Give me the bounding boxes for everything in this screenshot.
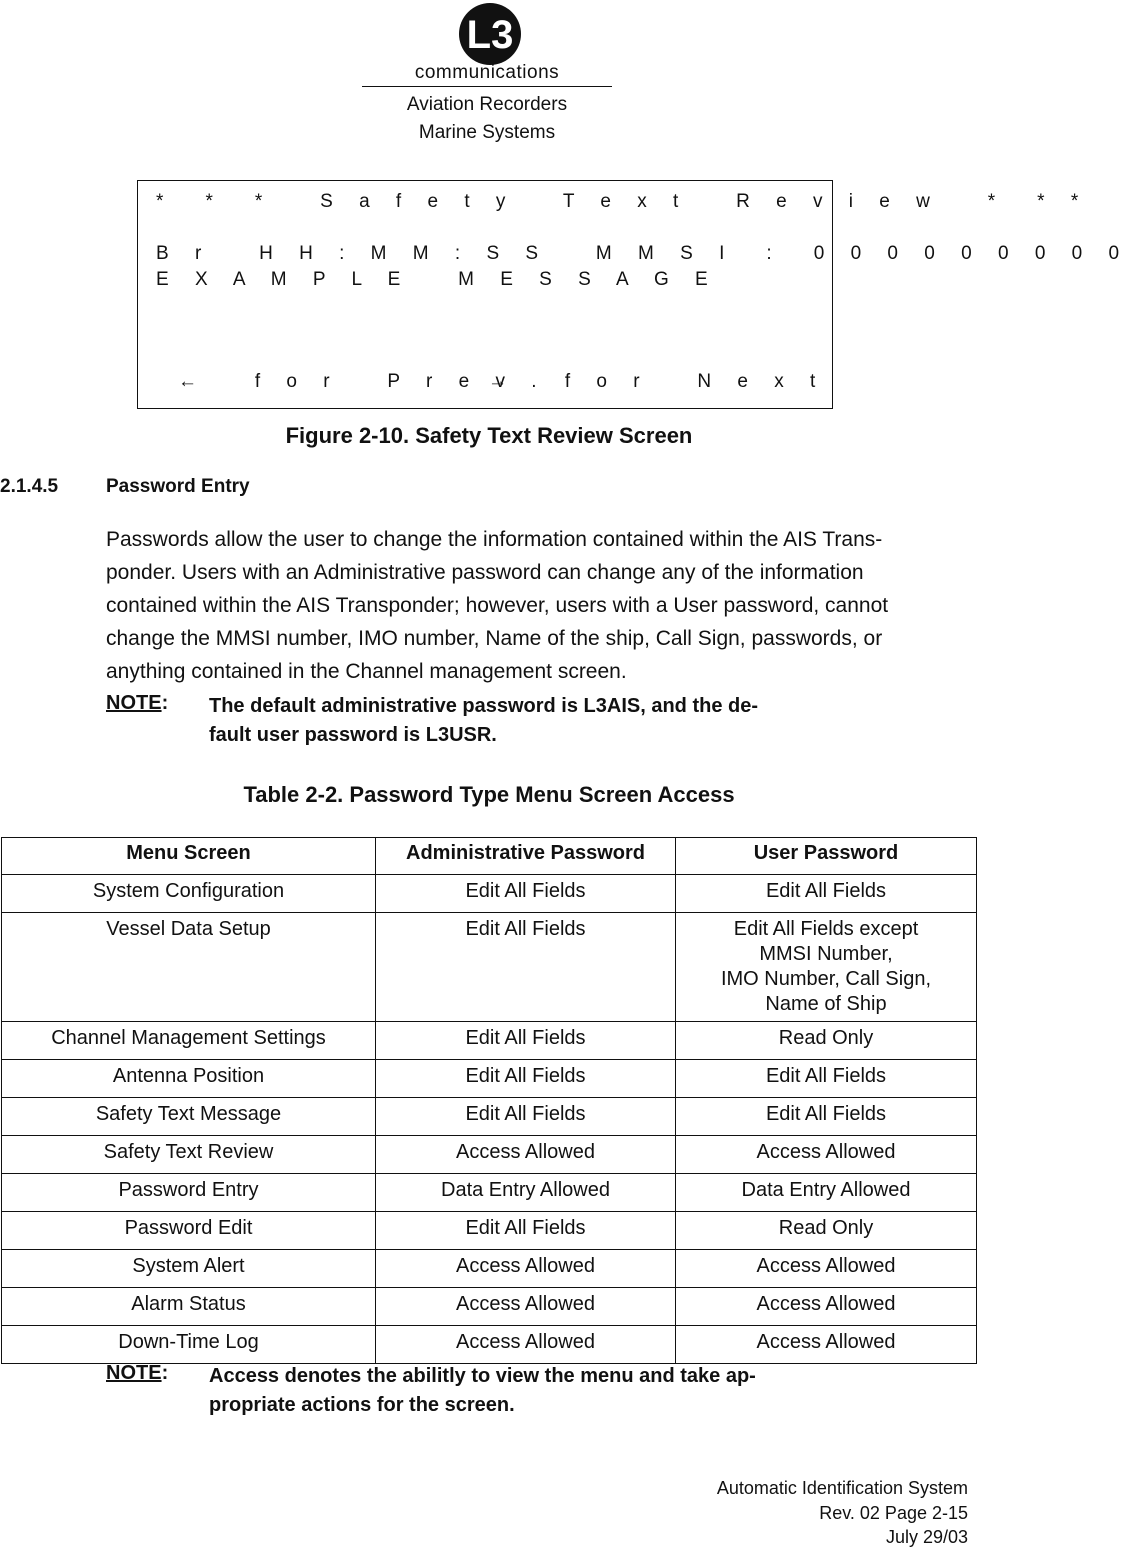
table-row — [2, 1212, 977, 1250]
table-cell: Edit All Fields — [376, 1098, 676, 1136]
note-line: Access denotes the abilitly to view the menu and take ap- — [209, 1365, 756, 1387]
table-cell: Password Entry — [2, 1174, 376, 1212]
table-row — [2, 1326, 977, 1364]
table-row — [2, 1250, 977, 1288]
paragraph-line: ponder. Users with an Administrative password can change any of the information — [106, 561, 864, 584]
screen-title-line: * * * S a f e t y T e x t R e v i e w * * * — [156, 191, 1089, 212]
table-cell: Access Allowed — [376, 1326, 676, 1364]
note-line: fault user password is L3USR. — [209, 724, 497, 746]
column-header: Menu Screen — [2, 838, 376, 875]
note-line: propriate actions for the screen. — [209, 1394, 515, 1416]
screen-message-line: E X A M P L E M E S S A G E — [156, 269, 719, 290]
note-label: NOTE: — [106, 692, 169, 714]
table-row — [2, 1174, 977, 1212]
table-cell: Access Allowed — [676, 1326, 977, 1364]
table-cell: Edit All Fields — [676, 875, 977, 913]
table-cell: Access Allowed — [676, 1288, 977, 1326]
cell-line: IMO Number, Call Sign, — [720, 968, 932, 990]
table-row — [2, 875, 977, 913]
figure-caption: Figure 2-10. Safety Text Review Screen — [285, 423, 693, 448]
table-cell: System Alert — [2, 1250, 376, 1288]
note-line: The default administrative password is L3AIS, and the de- — [209, 695, 759, 717]
table-cell: Edit All Fields — [376, 1060, 676, 1098]
note-text — [209, 692, 758, 750]
header-line-2: Marine Systems — [418, 122, 556, 143]
logo-wordmark: communications — [414, 62, 560, 83]
table-row — [2, 1288, 977, 1326]
table-cell: Access Allowed — [676, 1136, 977, 1174]
table-cell: Password Edit — [2, 1212, 376, 1250]
note-label: NOTE: — [106, 1362, 169, 1384]
table-row — [2, 1060, 977, 1098]
table-cell: Data Entry Allowed — [676, 1174, 977, 1212]
column-header: User Password — [676, 838, 977, 875]
password-access-table — [1, 837, 977, 1364]
table-cell: Edit All Fields — [376, 1212, 676, 1250]
table-cell: Access Allowed — [376, 1250, 676, 1288]
section-number: 2.1.4.5 — [0, 476, 59, 497]
paragraph-line: anything contained in the Channel management screen. — [106, 660, 627, 683]
footer-line-1: Automatic Identification System — [716, 1478, 968, 1498]
table-row — [2, 1098, 977, 1136]
table-cell: Safety Text Review — [2, 1136, 376, 1174]
note-text — [209, 1362, 756, 1420]
table-cell: Alarm Status — [2, 1288, 376, 1326]
screen-mmsi-line: B r H H : M M : S S M M S I : 0 0 0 0 0 0 0 0 0 — [156, 243, 1130, 264]
logo-divider — [362, 86, 612, 87]
table-cell: Access Allowed — [676, 1250, 977, 1288]
section-title: Password Entry — [106, 476, 250, 497]
column-header: Administrative Password — [376, 838, 676, 875]
paragraph-line: Passwords allow the user to change the information contained within the AIS Trans- — [106, 528, 883, 551]
footer-line-3: July 29/03 — [885, 1527, 968, 1547]
table-cell: Channel Management Settings — [2, 1022, 376, 1060]
table-caption: Table 2-2. Password Type Menu Screen Access — [243, 782, 735, 807]
table-cell: Edit All Fields — [676, 1098, 977, 1136]
logo-mark-text: L3 — [466, 13, 514, 57]
screen-nav-next: → f o r N e x t — [488, 371, 826, 392]
table-cell: Antenna Position — [2, 1060, 376, 1098]
table-cell: Edit All Fields — [376, 913, 676, 1022]
table-cell: System Configuration — [2, 875, 376, 913]
paragraph-line: contained within the AIS Transponder; however, users with a User password, cannot — [106, 594, 889, 617]
cell-line: Name of Ship — [765, 993, 887, 1015]
l3-logo-icon — [455, 2, 525, 66]
table-row — [2, 913, 977, 1022]
header-line-1: Aviation Recorders — [406, 94, 568, 115]
cell-line: MMSI Number, — [759, 943, 893, 965]
table-cell: Vessel Data Setup — [2, 913, 376, 1022]
safety-text-review-screen — [137, 180, 1130, 409]
cell-line: Edit All Fields except — [733, 918, 919, 940]
table-cell: Edit All Fields — [376, 875, 676, 913]
table-cell: Access Allowed — [376, 1288, 676, 1326]
table-cell: Read Only — [676, 1212, 977, 1250]
table-row — [2, 1136, 977, 1174]
table-cell: Data Entry Allowed — [376, 1174, 676, 1212]
table-cell: Edit All Fields — [676, 1060, 977, 1098]
table-cell: Down-Time Log — [2, 1326, 376, 1364]
table-cell — [676, 913, 977, 1022]
screen-nav-prev: ← f o r P r e v . — [178, 371, 548, 392]
table-row — [2, 1022, 977, 1060]
table-cell: Access Allowed — [376, 1136, 676, 1174]
table-cell: Edit All Fields — [376, 1022, 676, 1060]
footer-line-2: Rev. 02 Page 2-15 — [819, 1503, 968, 1523]
table-cell: Read Only — [676, 1022, 977, 1060]
section-paragraph — [106, 523, 976, 688]
paragraph-line: change the MMSI number, IMO number, Name of the ship, Call Sign, passwords, or — [106, 627, 883, 650]
table-header-row — [2, 838, 977, 875]
table-cell: Safety Text Message — [2, 1098, 376, 1136]
